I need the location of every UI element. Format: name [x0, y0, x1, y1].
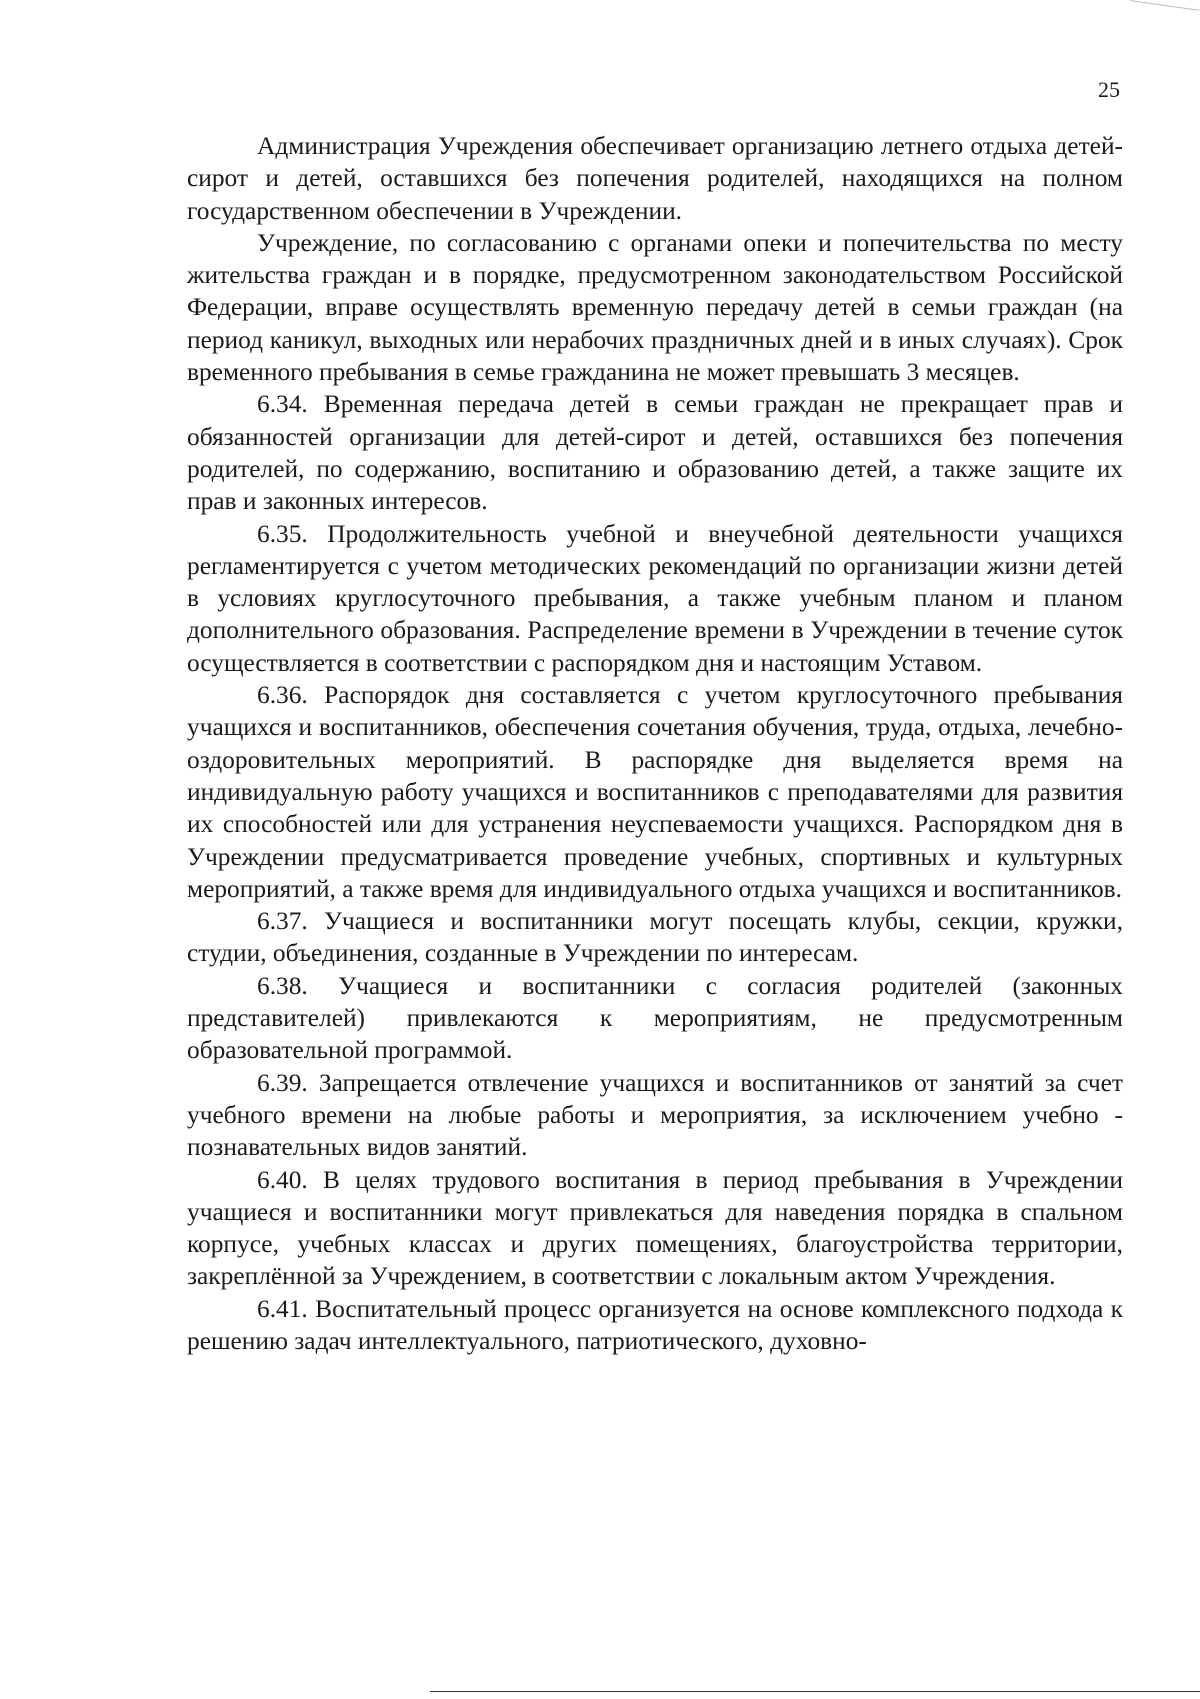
paragraph: 6.39. Запрещается отвлечение учащихся и воспитанников от занятий за счет учебного времени на любые работы и мероприятия, за исключением учебно - познавательных видов занятий.: [187, 1068, 1123, 1162]
paragraph: Администрация Учреждения обеспечивает организацию летнего отдыха детей-сирот и детей, оставшихся без попечения родителей, находящихся на полном государственном обеспечении в Учреждении.: [187, 132, 1123, 225]
paragraph: 6.41. Воспитательный процесс организуется на основе комплексного подхода к решению задач интеллектуального, патриотического, духовно-: [187, 1294, 1123, 1355]
paragraph: 6.40. В целях трудового воспитания в период пребывания в Учреждении учащиеся и воспитанники могут привлекаться для наведения порядка в спальном корпусе, учебных классах и других помещениях, благоустройства территории, закреплённой за Учреждением, в соответствии с локальным актом Учреждения.: [187, 1165, 1123, 1291]
page-number: 25: [1098, 77, 1120, 102]
paragraph: 6.35. Продолжительность учебной и внеучебной деятельности учащихся регламентируется с учетом методических рекомендаций по организации жизни детей в условиях круглосуточного пребывания, а также учебным планом и планом дополнительного образования. Распределение времени в Учреждении в течение суток осуществляется в соответствии с распорядком дня и настоящим Уставом.: [187, 519, 1123, 677]
paragraph: Учреждение, по согласованию с органами опеки и попечительства по месту жительства граждан и в порядке, предусмотренном законодательством Российской Федерации, вправе осуществлять временную передачу детей в семьи граждан (на период каникул, выходных или нерабочих праздничных дней и в иных случаях). Срок временного пребывания в семье гражданина не может превышать 3 месяцев.: [187, 228, 1123, 387]
scan-edge-mark: [1130, 0, 1199, 11]
paragraph: 6.36. Распорядок дня составляется с учетом круглосуточного пребывания учащихся и воспитанников, обеспечения сочетания обучения, труда, отдыха, лечебно-оздоровительных мероприятий. В распорядке дня выделяется время на индивидуальную работу учащихся и воспитанников с преподавателями для развития их способностей или для устранения неуспеваемости учащихся. Распорядком дня в Учреждении предусматривается проведение учебных, спортивных и культурных мероприятий, а также время для индивидуального отдыха учащихся и воспитанников.: [187, 681, 1123, 903]
paragraph: 6.37. Учащиеся и воспитанники могут посещать клубы, секции, кружки, студии, объединения, созданные в Учреждении по интересам.: [187, 907, 1123, 968]
paragraph: 6.34. Временная передача детей в семьи граждан не прекращает прав и обязанностей организации для детей-сирот и детей, оставшихся без попечения родителей, по содержанию, воспитанию и образованию детей, а также защите их прав и законных интересов.: [187, 390, 1123, 516]
document-body: [187, 130, 1123, 1357]
paragraph: 6.38. Учащиеся и воспитанники с согласия родителей (законных представителей) привлекаются к мероприятиям, не предусмотренным образовательной программой.: [187, 971, 1123, 1065]
page-bottom-rule: [430, 1691, 1200, 1692]
